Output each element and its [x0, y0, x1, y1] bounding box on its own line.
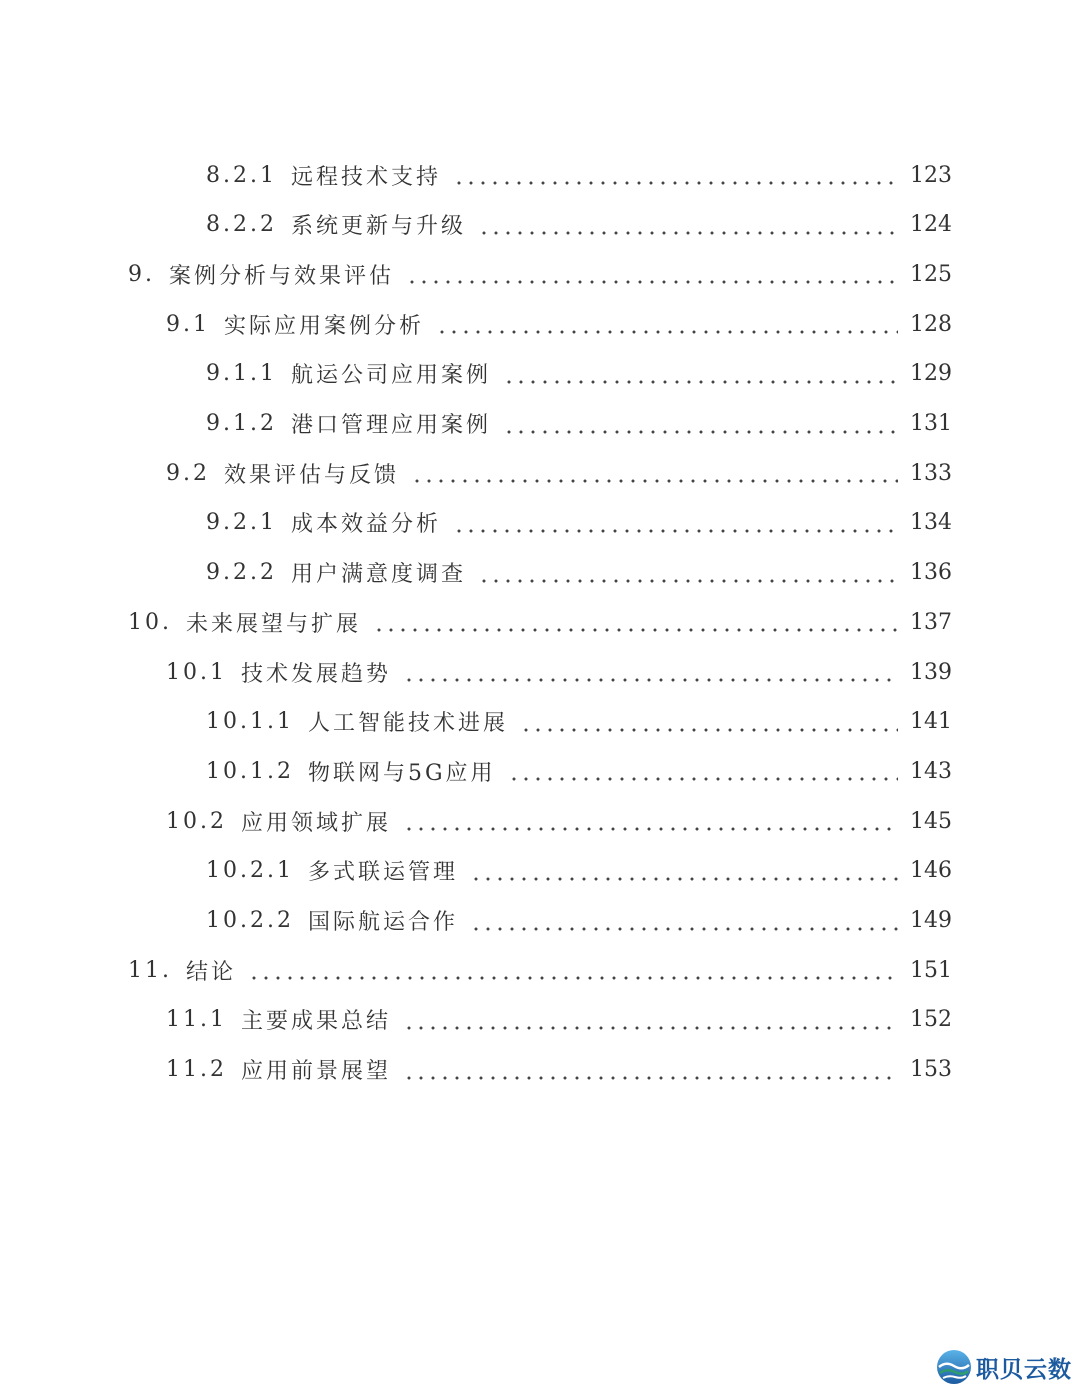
toc-entry	[206, 498, 952, 548]
toc-entry-title: 物联网与5G应用	[307, 760, 496, 786]
toc-entry-title: 航运公司应用案例	[290, 363, 491, 389]
toc-entry-title: 应用领域扩展	[240, 810, 391, 836]
wave-globe-icon	[936, 1349, 972, 1385]
toc-entry-number: 10.2.2	[206, 908, 294, 933]
toc-entry	[206, 896, 952, 946]
toc-entry-number: 8.2.1	[206, 162, 277, 188]
toc-entry-number: 11.1	[166, 1007, 227, 1033]
toc-entry-title: 主要成果总结	[240, 1009, 391, 1035]
toc-entry-page: 139	[910, 659, 952, 685]
toc-entry-title: 应用前景展望	[240, 1059, 391, 1085]
toc-entry-page: 152	[910, 1007, 952, 1033]
toc-entry-title: 结论	[186, 959, 237, 985]
toc-dot-leader	[403, 661, 898, 683]
toc-dot-leader	[478, 214, 898, 236]
toc-entry	[206, 399, 952, 449]
toc-entry-title: 远程技术支持	[290, 164, 441, 190]
brand-watermark	[936, 1345, 1072, 1389]
toc-entry-number: 11.	[128, 957, 172, 983]
toc-entry-title: 成本效益分析	[290, 512, 441, 538]
toc-entry-page: 146	[910, 858, 952, 884]
toc-entry-title: 多式联运管理	[307, 860, 458, 886]
toc-entry-number: 11.2	[166, 1057, 227, 1083]
toc-entry-page: 134	[910, 510, 952, 536]
toc-dot-leader	[470, 860, 898, 882]
toc-dot-leader	[403, 1009, 898, 1031]
toc-entry-title: 国际航运合作	[307, 910, 458, 935]
toc-entry	[206, 697, 952, 747]
toc-dot-leader	[403, 810, 898, 832]
toc-entry	[166, 299, 952, 349]
toc-dot-leader	[453, 512, 898, 534]
toc-entry-page: 129	[910, 361, 952, 387]
toc-entry-page: 125	[910, 261, 952, 287]
toc-dot-leader	[478, 562, 898, 584]
toc-entry-title: 未来展望与扩展	[186, 611, 362, 637]
toc-entry-number: 10.1	[166, 659, 227, 685]
toc-dot-leader	[470, 910, 898, 932]
toc-entry-title: 效果评估与反馈	[224, 462, 400, 488]
toc-entry-title: 系统更新与升级	[290, 214, 466, 240]
toc-entry-title: 实际应用案例分析	[224, 313, 425, 339]
toc-dot-leader	[508, 760, 898, 782]
toc-entry-title: 人工智能技术进展	[307, 711, 508, 737]
toc-entry-title: 技术发展趋势	[240, 661, 391, 687]
toc-dot-leader	[503, 413, 898, 435]
toc-entry-page: 141	[910, 709, 952, 735]
toc-entry-number: 10.2	[166, 808, 227, 834]
toc-entry-number: 9.2.2	[206, 560, 277, 586]
brand-name: 职贝云数	[976, 1356, 1072, 1383]
toc-entry	[166, 647, 952, 697]
toc-entry	[166, 995, 952, 1045]
toc-entry-page: 143	[910, 758, 952, 784]
toc-entry-number: 10.	[128, 609, 172, 635]
toc-entry	[206, 746, 952, 796]
toc-dot-leader	[520, 711, 898, 733]
toc-entry-number: 10.2.1	[206, 858, 294, 884]
toc-entry-number: 9.1.2	[206, 411, 277, 436]
toc-entry-number: 9.2.1	[206, 510, 277, 536]
toc-entry-page: 136	[910, 560, 952, 586]
toc-entry-page: 128	[910, 311, 952, 337]
toc-entry	[166, 448, 952, 498]
toc-dot-leader	[503, 363, 898, 385]
toc-entry-number: 8.2.2	[206, 212, 277, 238]
toc-entry	[128, 945, 952, 995]
toc-entry-number: 9.1	[166, 311, 210, 337]
toc-entry-page: 123	[910, 162, 952, 188]
toc-entry-page: 133	[910, 460, 952, 486]
toc-entry	[128, 597, 952, 647]
toc-entry-title: 案例分析与效果评估	[169, 263, 395, 289]
toc-dot-leader	[403, 1059, 898, 1081]
toc-entry-number: 9.1.1	[206, 361, 277, 387]
toc-entry	[166, 1045, 952, 1095]
toc-dot-leader	[373, 611, 898, 633]
toc-entry-page: 131	[910, 411, 952, 436]
toc-entry-page: 137	[910, 609, 952, 635]
toc-entry-page: 151	[910, 957, 952, 983]
toc-entry-number: 9.	[128, 261, 155, 287]
toc-entry	[206, 200, 952, 250]
toc-entry-title: 用户满意度调查	[290, 562, 466, 588]
toc-entry-page: 153	[910, 1057, 952, 1083]
toc-entry	[206, 548, 952, 598]
toc-entry-page: 149	[910, 908, 952, 933]
toc-entry-page: 124	[910, 212, 952, 238]
toc-dot-leader	[411, 462, 898, 484]
toc-entry	[206, 150, 952, 200]
toc-entry	[128, 249, 952, 299]
toc-entry-title: 港口管理应用案例	[290, 413, 491, 438]
toc-dot-leader	[436, 313, 898, 335]
toc-entry	[166, 796, 952, 846]
toc-entry-number: 10.1.1	[206, 709, 294, 735]
toc-entry-page: 145	[910, 808, 952, 834]
toc-dot-leader	[406, 263, 898, 285]
toc-entry	[206, 349, 952, 399]
toc-entry-number: 9.2	[166, 460, 210, 486]
toc-dot-leader	[453, 164, 898, 186]
toc-entry	[206, 846, 952, 896]
toc-entry-number: 10.1.2	[206, 758, 294, 784]
toc-dot-leader	[248, 959, 898, 981]
